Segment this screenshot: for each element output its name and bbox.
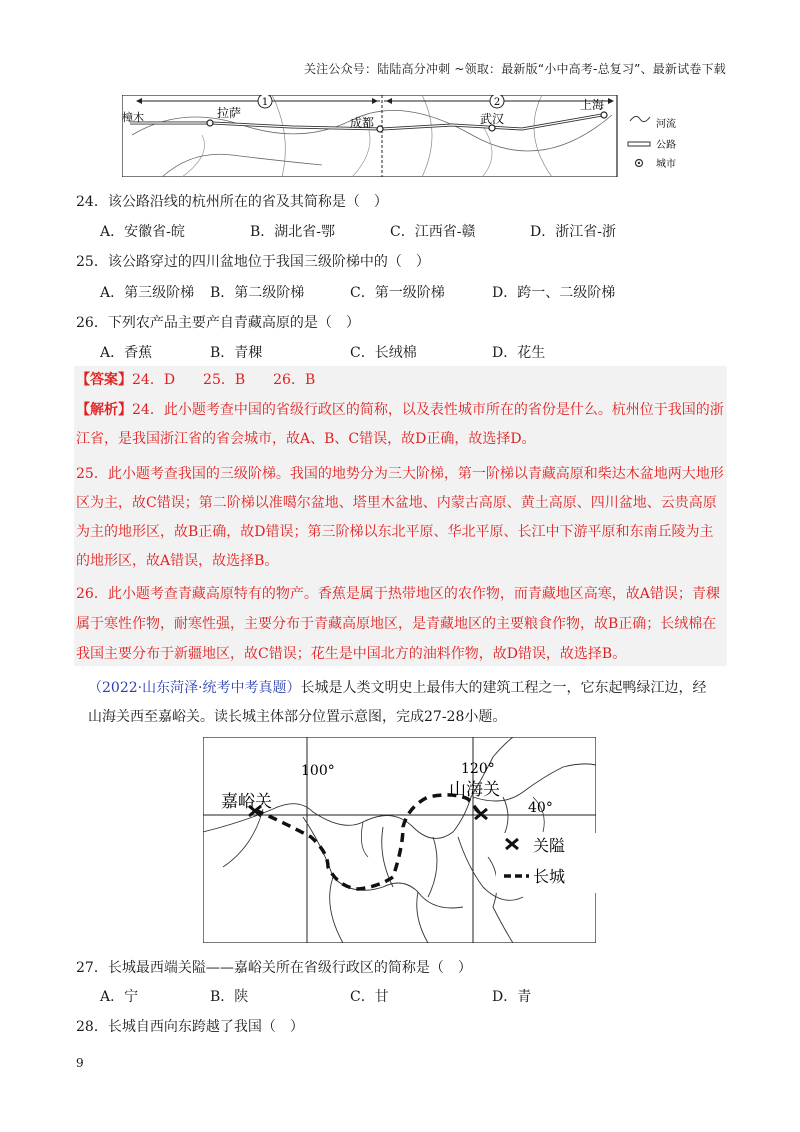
answer-text: 24．D 25．B 26．B [132,372,316,388]
question-25: 25．该公路穿过的四川盆地位于我国三级阶梯中的（ ） [76,254,430,270]
highway-map [122,95,692,177]
q26-option-b: B．青稞 [210,345,263,361]
city-wuhan: 武汉 [480,112,505,126]
analysis-line-9: 我国主要分布于新疆地区，故C错误；花生是中国北方的油料作物，故D错误，故选择B。 [76,646,627,662]
question-26: 26．下列农产品主要产自青藏高原的是（ ） [76,315,360,331]
segment-2-label: 2 [493,97,501,108]
legend-great-wall: 长城 [533,867,566,886]
lat-40-label: 40° [528,800,553,816]
question-27: 27．长城最西端关隘——嘉峪关所在省级行政区的简称是（ ） [76,960,472,976]
analysis-line-6: 的地形区，故A错误，故选择B。 [76,553,279,569]
city-shanghai: 上海 [580,98,605,112]
q25-option-d: D．跨一、二级阶梯 [492,285,616,301]
lon-120-label: 120° [461,761,495,777]
intro-line-2: 山海关西至嘉峪关。读长城主体部分位置示意图，完成27-28小题。 [88,709,507,725]
intro-text-1: 长城是人类文明史上最伟大的建筑工程之一，它东起鸭绿江边，经 [300,680,707,696]
great-wall-map [203,737,596,943]
answer-label: 【答案】 [76,372,132,388]
question-source: （2022·山东菏泽·统考中考真题） [88,680,301,696]
q27-option-d: D．青 [492,989,532,1005]
q25-option-c: C．第一级阶梯 [350,285,445,301]
analysis-line-2: 江省，是我国浙江省的省会城市，故A、B、C错误，故D正确，故选择D。 [76,431,536,447]
legend-highway: 公路 [656,140,676,151]
q27-option-b: B．陕 [210,989,249,1005]
question-28: 28．长城自西向东跨越了我国（ ） [76,1019,304,1035]
q24-option-d: D．浙江省-浙 [530,224,616,240]
q26-option-c: C．长绒棉 [350,345,417,361]
question-24: 24．该公路沿线的杭州所在的省及其简称是（ ） [76,194,388,210]
city-chengdu: 成都 [350,116,375,130]
lon-100-label: 100° [301,763,335,779]
shanhaiguan-label: 山海关 [449,780,500,800]
analysis-line-8: 属于寒性作物，耐寒性强，主要分布于青藏高原地区，是青藏地区的主要粮食作物，故B正确；长绒棉在 [76,616,717,632]
page-number: 9 [76,1056,84,1070]
q25-option-b: B．第二级阶梯 [210,285,305,301]
analysis-line-5: 为主的地形区，故B正确，故D错误；第三阶梯以东北平原、华北平原、长江中下游平原和东南丘陵为主 [76,524,714,540]
q25-option-a: A．第三级阶梯 [100,285,195,301]
legend-pass: 关隘 [533,836,566,855]
jiayuguan-label: 嘉峪关 [221,792,272,812]
analysis-line-7: 26．此小题考查青藏高原特有的物产。香蕉是属于热带地区的农作物，而青藏地区高寒，故A错误；青稞 [76,586,720,602]
legend-city: 城市 [656,159,676,170]
analysis-text-1: 24．此小题考查中国的省级行政区的简称，以及表性城市所在的省份是什么。杭州位于我国的浙 [132,402,724,418]
q26-option-a: A．香蕉 [100,345,153,361]
q24-option-a: A．安徽省-皖 [100,224,185,240]
page-header: 关注公众号：陆陆高分冲刺 ~领取：最新版“小中高考-总复习”、最新试卷下载 [303,62,726,76]
q26-option-d: D．花生 [492,345,546,361]
analysis-label: 【解析】 [76,402,132,418]
legend-river: 河流 [656,119,676,130]
q24-option-b: B．湖北省-鄂 [250,224,336,240]
analysis-line-3: 25．此小题考查我国的三级阶梯。我国的地势分为三大阶梯，第一阶梯以青藏高原和柴达木盆地两大地形 [76,466,724,482]
segment-1-label: 1 [261,97,269,108]
q24-option-c: C．江西省-赣 [390,224,476,240]
q27-option-c: C．甘 [350,989,389,1005]
analysis-line-4: 区为主，故C错误；第二阶梯以准噶尔盆地、塔里木盆地、内蒙古高原、黄土高原、四川盆地、云贵高原 [76,495,717,511]
analysis-line-1 [76,396,726,425]
city-lhasa: 拉萨 [217,106,242,120]
q27-option-a: A．宁 [100,989,139,1005]
answer-line [76,366,726,395]
city-zhangmu: 樟木 [122,111,144,124]
intro-line-1 [88,677,707,697]
